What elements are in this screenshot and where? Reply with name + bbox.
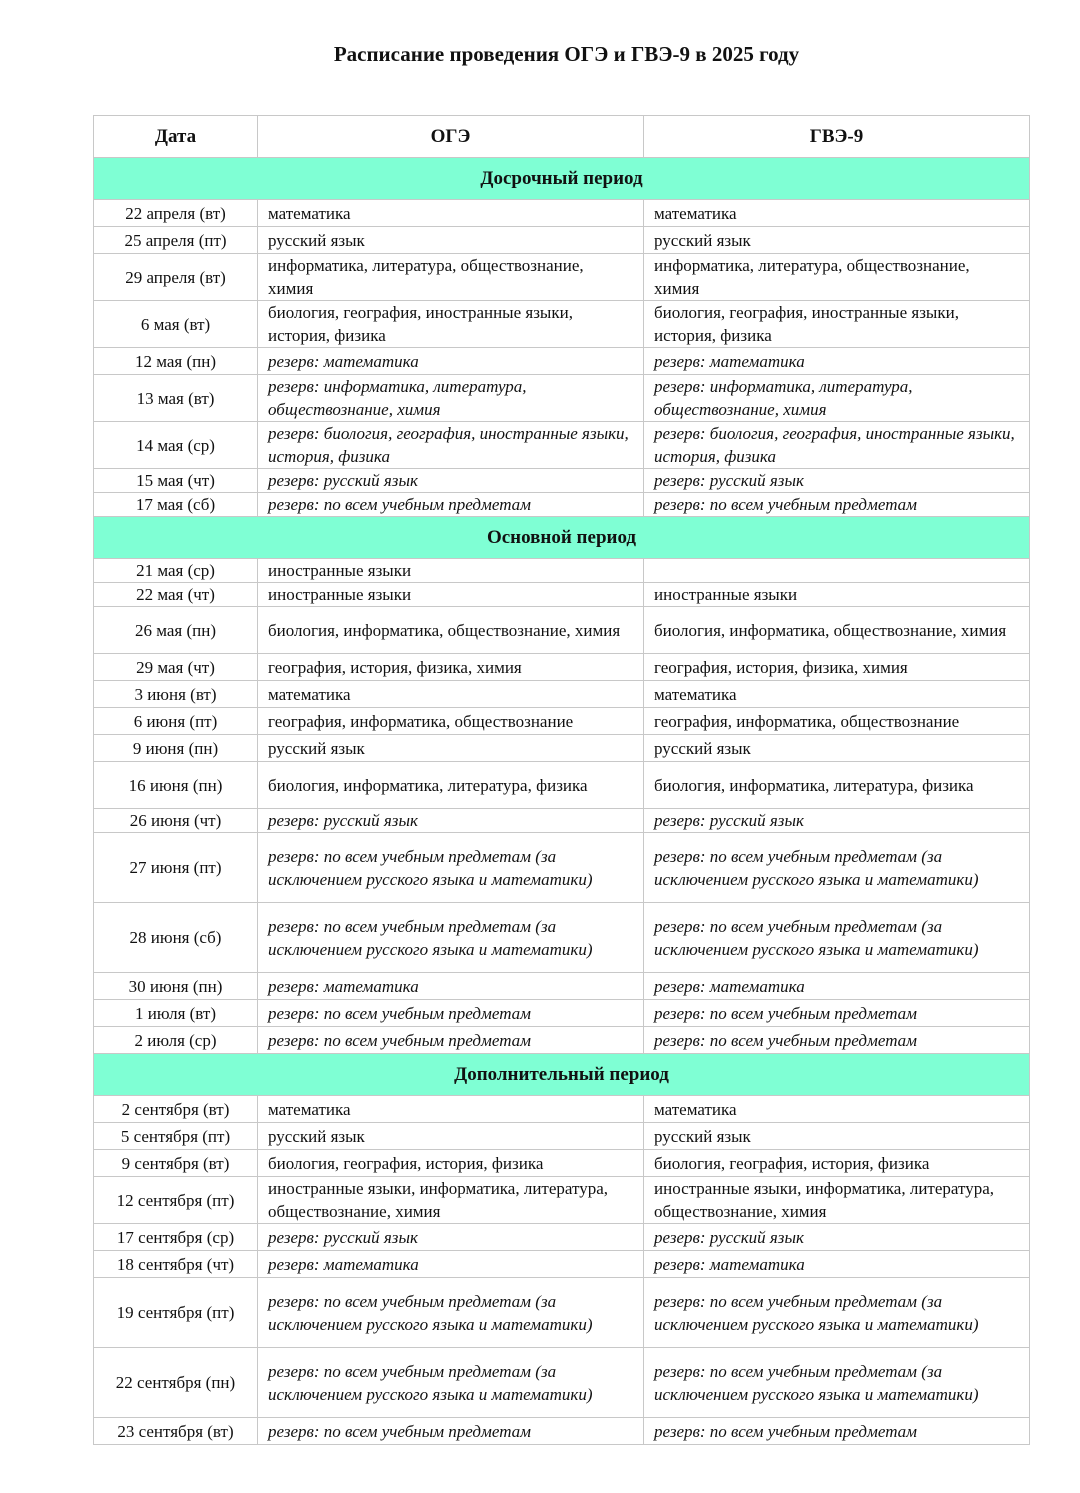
table-row [94, 1177, 1030, 1224]
oge-subjects-cell: резерв: по всем учебным предметам (за исключением русского языка и математики) [258, 833, 644, 903]
oge-subjects-cell: резерв: математика [258, 348, 644, 375]
date-cell: 18 сентября (чт) [94, 1251, 258, 1278]
gve-subjects-cell: биология, информатика, литература, физика [644, 762, 1030, 809]
table-row [94, 200, 1030, 227]
period-section-row [94, 517, 1030, 559]
oge-subjects-cell: резерв: русский язык [258, 809, 644, 833]
date-cell: 22 мая (чт) [94, 583, 258, 607]
table-row [94, 254, 1030, 301]
table-row [94, 654, 1030, 681]
table-row [94, 301, 1030, 348]
gve-subjects-cell: резерв: математика [644, 348, 1030, 375]
table-row [94, 1000, 1030, 1027]
date-cell: 6 июня (пт) [94, 708, 258, 735]
oge-subjects-cell: резерв: русский язык [258, 1224, 644, 1251]
oge-subjects-cell: биология, география, иностранные языки, история, физика [258, 301, 644, 348]
period-section-row [94, 1054, 1030, 1096]
date-cell: 2 июля (ср) [94, 1027, 258, 1054]
period-title: Дополнительный период [94, 1054, 1030, 1096]
table-row [94, 973, 1030, 1000]
date-cell: 26 мая (пн) [94, 607, 258, 654]
oge-subjects-cell: резерв: информатика, литература, обществознание, химия [258, 375, 644, 422]
table-row [94, 735, 1030, 762]
exam-schedule-table [93, 115, 1030, 1445]
oge-subjects-cell: резерв: биология, география, иностранные языки, история, физика [258, 422, 644, 469]
table-row [94, 833, 1030, 903]
gve-subjects-cell [644, 559, 1030, 583]
date-cell: 28 июня (сб) [94, 903, 258, 973]
gve-subjects-cell: русский язык [644, 227, 1030, 254]
table-row [94, 583, 1030, 607]
table-row [94, 762, 1030, 809]
table-row [94, 1418, 1030, 1445]
date-cell: 26 июня (чт) [94, 809, 258, 833]
table-row [94, 1027, 1030, 1054]
oge-subjects-cell: резерв: по всем учебным предметам [258, 1000, 644, 1027]
gve-subjects-cell: иностранные языки [644, 583, 1030, 607]
oge-subjects-cell: география, информатика, обществознание [258, 708, 644, 735]
table-row [94, 1278, 1030, 1348]
date-cell: 29 мая (чт) [94, 654, 258, 681]
table-row [94, 493, 1030, 517]
table-row [94, 708, 1030, 735]
date-cell: 2 сентября (вт) [94, 1096, 258, 1123]
table-row [94, 681, 1030, 708]
gve-subjects-cell: резерв: русский язык [644, 809, 1030, 833]
oge-subjects-cell: русский язык [258, 227, 644, 254]
table-header-row [94, 116, 1030, 158]
oge-subjects-cell: резерв: математика [258, 1251, 644, 1278]
oge-subjects-cell: резерв: по всем учебным предметам (за исключением русского языка и математики) [258, 903, 644, 973]
column-header-gve: ГВЭ-9 [644, 116, 1030, 158]
period-section-row [94, 158, 1030, 200]
column-header-oge: ОГЭ [258, 116, 644, 158]
gve-subjects-cell: резерв: по всем учебным предметам [644, 1000, 1030, 1027]
date-cell: 1 июля (вт) [94, 1000, 258, 1027]
oge-subjects-cell: резерв: по всем учебным предметам [258, 493, 644, 517]
oge-subjects-cell: резерв: математика [258, 973, 644, 1000]
table-row [94, 559, 1030, 583]
table-row [94, 607, 1030, 654]
gve-subjects-cell: математика [644, 200, 1030, 227]
oge-subjects-cell: математика [258, 200, 644, 227]
gve-subjects-cell: резерв: по всем учебным предметам (за исключением русского языка и математики) [644, 833, 1030, 903]
gve-subjects-cell: биология, информатика, обществознание, химия [644, 607, 1030, 654]
table-row [94, 1224, 1030, 1251]
oge-subjects-cell: география, история, физика, химия [258, 654, 644, 681]
date-cell: 12 мая (пн) [94, 348, 258, 375]
date-cell: 29 апреля (вт) [94, 254, 258, 301]
oge-subjects-cell: биология, география, история, физика [258, 1150, 644, 1177]
date-cell: 23 сентября (вт) [94, 1418, 258, 1445]
date-cell: 17 мая (сб) [94, 493, 258, 517]
gve-subjects-cell: биология, география, история, физика [644, 1150, 1030, 1177]
gve-subjects-cell: резерв: русский язык [644, 469, 1030, 493]
gve-subjects-cell: география, история, физика, химия [644, 654, 1030, 681]
gve-subjects-cell: резерв: по всем учебным предметам (за исключением русского языка и математики) [644, 1278, 1030, 1348]
table-row [94, 1150, 1030, 1177]
date-cell: 30 июня (пн) [94, 973, 258, 1000]
gve-subjects-cell: математика [644, 681, 1030, 708]
gve-subjects-cell: резерв: русский язык [644, 1224, 1030, 1251]
oge-subjects-cell: русский язык [258, 735, 644, 762]
gve-subjects-cell: математика [644, 1096, 1030, 1123]
page-title: Расписание проведения ОГЭ и ГВЭ-9 в 2025 году [333, 42, 800, 66]
date-cell: 17 сентября (ср) [94, 1224, 258, 1251]
gve-subjects-cell: биология, география, иностранные языки, история, физика [644, 301, 1030, 348]
date-cell: 6 мая (вт) [94, 301, 258, 348]
oge-subjects-cell: математика [258, 1096, 644, 1123]
table-row [94, 227, 1030, 254]
oge-subjects-cell: математика [258, 681, 644, 708]
date-cell: 19 сентября (пт) [94, 1278, 258, 1348]
oge-subjects-cell: резерв: по всем учебным предметам [258, 1418, 644, 1445]
column-header-date: Дата [94, 116, 258, 158]
date-cell: 22 апреля (вт) [94, 200, 258, 227]
table-row [94, 1348, 1030, 1418]
gve-subjects-cell: резерв: математика [644, 1251, 1030, 1278]
table-row [94, 469, 1030, 493]
gve-subjects-cell: резерв: биология, география, иностранные языки, история, физика [644, 422, 1030, 469]
oge-subjects-cell: биология, информатика, обществознание, химия [258, 607, 644, 654]
gve-subjects-cell: резерв: по всем учебным предметам [644, 1027, 1030, 1054]
table-row [94, 1251, 1030, 1278]
date-cell: 25 апреля (пт) [94, 227, 258, 254]
date-cell: 9 сентября (вт) [94, 1150, 258, 1177]
oge-subjects-cell: биология, информатика, литература, физика [258, 762, 644, 809]
oge-subjects-cell: резерв: русский язык [258, 469, 644, 493]
period-title: Основной период [94, 517, 1030, 559]
date-cell: 12 сентября (пт) [94, 1177, 258, 1224]
gve-subjects-cell: резерв: математика [644, 973, 1030, 1000]
gve-subjects-cell: резерв: по всем учебным предметам (за исключением русского языка и математики) [644, 1348, 1030, 1418]
gve-subjects-cell: русский язык [644, 1123, 1030, 1150]
oge-subjects-cell: резерв: по всем учебным предметам [258, 1027, 644, 1054]
gve-subjects-cell: иностранные языки, информатика, литература, обществознание, химия [644, 1177, 1030, 1224]
oge-subjects-cell: иностранные языки [258, 559, 644, 583]
table-row [94, 375, 1030, 422]
date-cell: 15 мая (чт) [94, 469, 258, 493]
date-cell: 21 мая (ср) [94, 559, 258, 583]
date-cell: 27 июня (пт) [94, 833, 258, 903]
oge-subjects-cell: информатика, литература, обществознание, химия [258, 254, 644, 301]
table-row [94, 348, 1030, 375]
gve-subjects-cell: резерв: по всем учебным предметам [644, 1418, 1030, 1445]
table-row [94, 1123, 1030, 1150]
oge-subjects-cell: резерв: по всем учебным предметам (за исключением русского языка и математики) [258, 1278, 644, 1348]
date-cell: 22 сентября (пн) [94, 1348, 258, 1418]
gve-subjects-cell: резерв: по всем учебным предметам [644, 493, 1030, 517]
date-cell: 9 июня (пн) [94, 735, 258, 762]
date-cell: 14 мая (ср) [94, 422, 258, 469]
date-cell: 13 мая (вт) [94, 375, 258, 422]
gve-subjects-cell: информатика, литература, обществознание, химия [644, 254, 1030, 301]
gve-subjects-cell: резерв: информатика, литература, обществознание, химия [644, 375, 1030, 422]
table-row [94, 809, 1030, 833]
gve-subjects-cell: география, информатика, обществознание [644, 708, 1030, 735]
table-row [94, 903, 1030, 973]
oge-subjects-cell: резерв: по всем учебным предметам (за исключением русского языка и математики) [258, 1348, 644, 1418]
schedule-body [94, 158, 1030, 1445]
period-title: Досрочный период [94, 158, 1030, 200]
date-cell: 5 сентября (пт) [94, 1123, 258, 1150]
table-row [94, 1096, 1030, 1123]
table-row [94, 422, 1030, 469]
oge-subjects-cell: иностранные языки, информатика, литература, обществознание, химия [258, 1177, 644, 1224]
date-cell: 3 июня (вт) [94, 681, 258, 708]
gve-subjects-cell: резерв: по всем учебным предметам (за исключением русского языка и математики) [644, 903, 1030, 973]
gve-subjects-cell: русский язык [644, 735, 1030, 762]
date-cell: 16 июня (пн) [94, 762, 258, 809]
oge-subjects-cell: русский язык [258, 1123, 644, 1150]
oge-subjects-cell: иностранные языки [258, 583, 644, 607]
